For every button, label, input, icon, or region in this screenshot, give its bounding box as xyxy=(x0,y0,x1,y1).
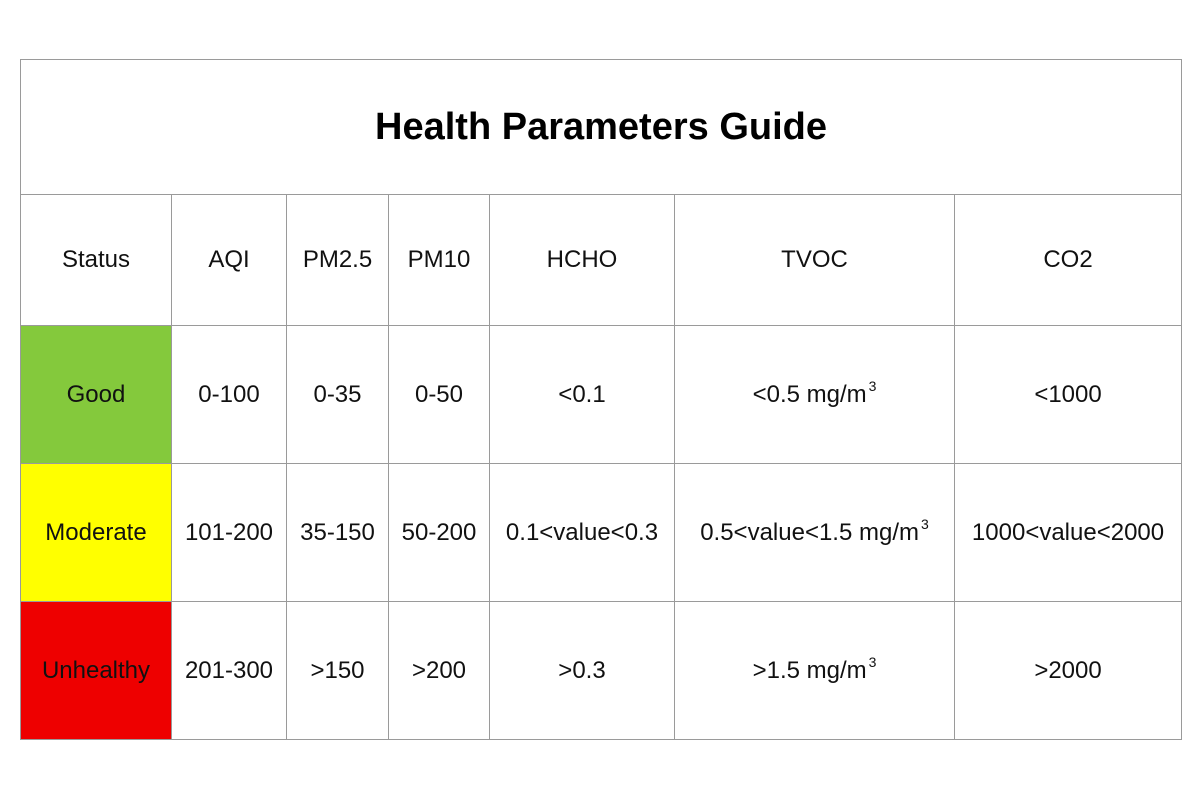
unit-exponent: 3 xyxy=(868,653,877,670)
unit-exponent: 3 xyxy=(921,515,929,532)
tvoc-value: >1.5 mg/m xyxy=(752,656,867,684)
table-title: Health Parameters Guide xyxy=(21,60,1182,195)
table-row-good xyxy=(21,326,1182,464)
cell-pm10: 50-200 xyxy=(389,464,490,602)
header-tvoc: TVOC xyxy=(675,195,955,326)
cell-aqi: 201-300 xyxy=(172,602,287,740)
tvoc-value: 0.5<value<1.5 mg/m xyxy=(700,518,919,546)
status-good: Good xyxy=(21,326,172,464)
header-pm25: PM2.5 xyxy=(287,195,389,326)
cell-tvoc xyxy=(675,602,955,740)
cell-pm25: 0-35 xyxy=(287,326,389,464)
header-row xyxy=(21,195,1182,326)
cell-co2: 1000<value<2000 xyxy=(955,464,1182,602)
unit-exponent: 3 xyxy=(868,377,877,394)
cell-hcho: 0.1<value<0.3 xyxy=(490,464,675,602)
header-co2: CO2 xyxy=(955,195,1182,326)
cell-hcho: >0.3 xyxy=(490,602,675,740)
header-status: Status xyxy=(21,195,172,326)
table-row-moderate xyxy=(21,464,1182,602)
header-hcho: HCHO xyxy=(490,195,675,326)
header-aqi: AQI xyxy=(172,195,287,326)
cell-aqi: 101-200 xyxy=(172,464,287,602)
cell-tvoc xyxy=(675,326,955,464)
status-moderate: Moderate xyxy=(21,464,172,602)
status-unhealthy: Unhealthy xyxy=(21,602,172,740)
tvoc-value: <0.5 mg/m xyxy=(752,380,867,408)
cell-pm10: 0-50 xyxy=(389,326,490,464)
table-row-unhealthy xyxy=(21,602,1182,740)
cell-pm25: >150 xyxy=(287,602,389,740)
cell-aqi: 0-100 xyxy=(172,326,287,464)
cell-tvoc xyxy=(675,464,955,602)
cell-hcho: <0.1 xyxy=(490,326,675,464)
cell-co2: <1000 xyxy=(955,326,1182,464)
cell-pm10: >200 xyxy=(389,602,490,740)
cell-co2: >2000 xyxy=(955,602,1182,740)
header-pm10: PM10 xyxy=(389,195,490,326)
title-row xyxy=(21,60,1182,195)
cell-pm25: 35-150 xyxy=(287,464,389,602)
health-parameters-table xyxy=(20,59,1182,740)
